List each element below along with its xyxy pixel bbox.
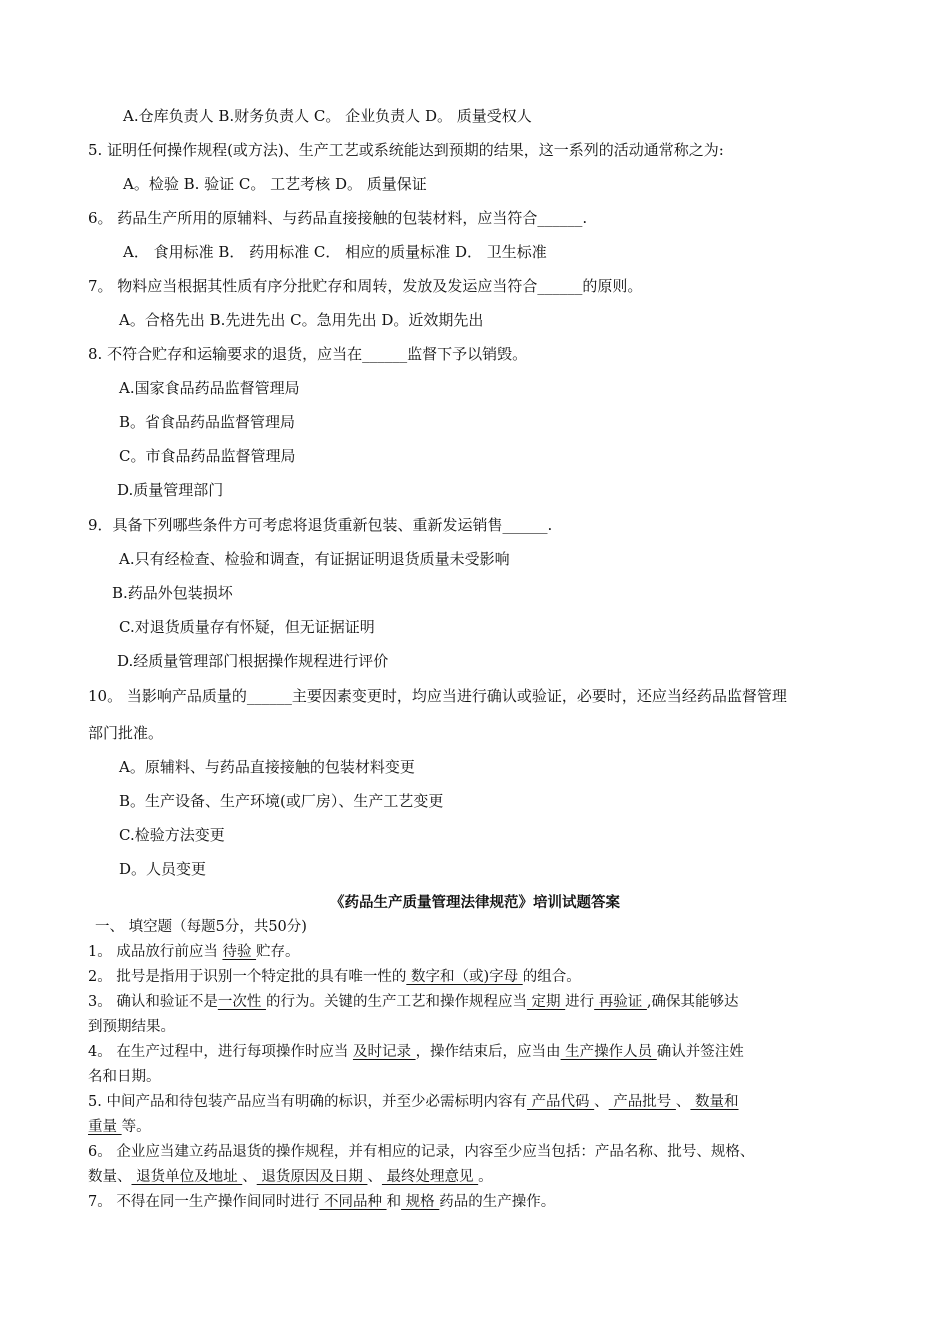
answer-blank: 一次性 — [217, 994, 266, 1010]
answer-3-cont: 到预期结果。 — [88, 1019, 175, 1035]
answer-blank: 数量和 — [690, 1094, 739, 1110]
q6-options: A． 食用标准 B． 药用标准 C． 相应的质量标准 D． 卫生标准 — [123, 243, 547, 261]
answer-blank: 重量 — [88, 1119, 122, 1135]
q4-options: A.仓库负责人 B.财务负责人 C。 企业负责人 D。 质量受权人 — [123, 107, 532, 125]
q10-stem: 10。 当影响产品质量的______主要因素变更时，均应当进行确认或验证，必要时，还应当经药品监督管理 — [88, 687, 787, 705]
q8-option-a: A.国家食品药品监督管理局 — [119, 379, 300, 397]
answers-title: 《药品生产质量管理法律规范》培训试题答案 — [330, 894, 620, 911]
q10-stem-cont: 部门批准。 — [88, 724, 164, 742]
answer-3: 3。 确认和验证不是一次性 的行为。关键的生产工艺和操作规程应当 定期 进行 再验证 ,确保其能够达 — [88, 994, 739, 1010]
answer-6: 6。 企业应当建立药品退货的操作规程，并有相应的记录，内容至少应当包括：产品名称、批号、规格、 — [88, 1144, 755, 1160]
answer-blank: 待验 — [222, 944, 257, 960]
q5-options: A。检验 B. 验证 C。 工艺考核 D。 质量保证 — [123, 175, 427, 193]
answer-2: 2。 批号是指用于识别一个特定批的具有唯一性的 数字和（或)字母 的组合。 — [88, 969, 581, 985]
q9-option-c: C.对退货质量存有怀疑，但无证据证明 — [119, 618, 375, 636]
answer-blank: 生产操作人员 — [560, 1044, 657, 1060]
answer-1: 1。 成品放行前应当 待验 贮存。 — [88, 944, 300, 960]
answer-5: 5. 中间产品和待包装产品应当有明确的标识，并至少必需标明内容有 产品代码 、 产品批号 、 数量和 — [88, 1094, 739, 1110]
q10-option-b: B。生产设备、生产环境(或厂房）、生产工艺变更 — [119, 792, 444, 810]
answer-blank: 退货单位及地址 — [131, 1169, 243, 1185]
q6-stem: 6。 药品生产所用的原辅料、与药品直接接触的包装材料，应当符合______. — [88, 209, 588, 227]
answer-6-cont: 数量、 退货单位及地址 、 退货原因及日期 、 最终处理意见 。 — [88, 1169, 493, 1185]
answer-blank: 最终处理意见 — [381, 1169, 479, 1185]
q5-stem: 5. 证明任何操作规程(或方法)、生产工艺或系统能达到预期的结果，这一系列的活动通常称之为: — [88, 141, 724, 159]
q9-option-a: A.只有经检查、检验和调查，有证据证明退货质量未受影响 — [119, 550, 510, 568]
answer-blank: 定期 — [526, 994, 566, 1010]
q7-options: A。合格先出 B.先进先出 C。急用先出 D。近效期先出 — [119, 311, 484, 329]
answer-5-cont: 重量 等。 — [88, 1119, 151, 1135]
q9-stem: 9．具备下列哪些条件方可考虑将退货重新包装、重新发运销售______. — [88, 516, 553, 534]
answer-blank: 数字和（或)字母 — [406, 969, 523, 985]
answer-7: 7。 不得在同一生产操作间同时进行 不同品种 和 规格 药品的生产操作。 — [88, 1194, 556, 1210]
answer-4-cont: 名和日期。 — [88, 1069, 161, 1085]
q8-stem: 8. 不符合贮存和运输要求的退货，应当在______监督下予以销毁。 — [88, 345, 528, 363]
q9-option-d: D.经质量管理部门根据操作规程进行评价 — [117, 652, 389, 670]
answer-blank: 及时记录 — [352, 1044, 416, 1060]
q9-option-b: B.药品外包装损坏 — [112, 584, 233, 602]
answer-blank: 不同品种 — [319, 1194, 387, 1210]
q7-stem: 7。 物料应当根据其性质有序分批贮存和周转，发放及发运应当符合______的原则。 — [88, 277, 643, 295]
q10-option-d: D。人员变更 — [119, 860, 207, 878]
answer-blank: 产品代码 — [526, 1094, 595, 1110]
answer-blank: 产品批号 — [608, 1094, 676, 1110]
answer-4: 4。 在生产过程中，进行每项操作时应当 及时记录 ，操作结束后，应当由 生产操作人员 确认并签注姓 — [88, 1044, 744, 1060]
q8-option-c: C。市食品药品监督管理局 — [119, 447, 296, 465]
q8-option-d: D.质量管理部门 — [117, 481, 224, 499]
answer-blank: 退货原因及日期 — [256, 1169, 368, 1185]
q10-option-a: A。原辅料、与药品直接接触的包装材料变更 — [119, 758, 415, 776]
q10-option-c: C.检验方法变更 — [119, 826, 225, 844]
answer-blank: 再验证 — [594, 994, 647, 1010]
answers-section-heading: 一、 填空题（每题5分，共50分) — [95, 919, 307, 935]
q8-option-b: B。省食品药品监督管理局 — [119, 413, 296, 431]
answer-blank: 规格 — [401, 1194, 440, 1210]
